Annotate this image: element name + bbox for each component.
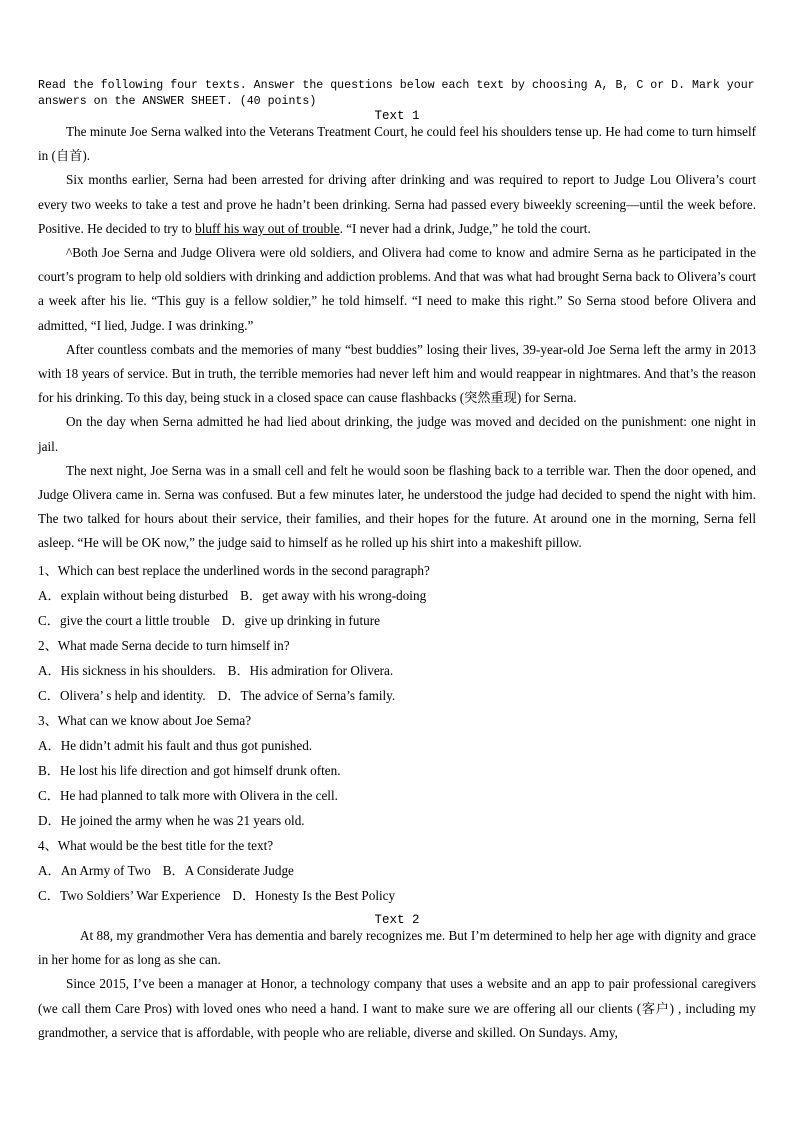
text1-paragraph: ^Both Joe Serna and Judge Olivera were old soldiers, and Olivera had come to know and admire Serna as he participated in the court’s program to help old soldiers with drinking and addiction problems. And that was what had brought Serna back to Olivera’s court a week after his lie. “This guy is a fellow soldier,” he told himself. “I need to make this right.” So Serna stood before Olivera and admitted, “I lied, Judge. I was drinking.”	[38, 245, 756, 333]
option-d[interactable]: D．The advice of Serna’s family.	[217, 688, 396, 703]
text1-title: Text 1	[374, 109, 420, 123]
question-stem: 1、Which can best replace the underlined words in the second paragraph?	[38, 563, 430, 578]
text2-body	[38, 924, 756, 1045]
option-a[interactable]: A．An Army of Two	[38, 863, 151, 878]
option-row	[38, 608, 758, 633]
question-stem: 3、What can we know about Joe Sema?	[38, 713, 252, 728]
text1-questions	[38, 558, 758, 908]
option-c[interactable]: C．Olivera’ s help and identity.	[38, 688, 206, 703]
option-d[interactable]: D．Honesty Is the Best Policy	[232, 888, 396, 903]
text1-paragraph	[38, 168, 756, 241]
text1-body	[38, 120, 756, 556]
option-a[interactable]: A．He didn’t admit his fault and thus got punished.	[38, 738, 313, 753]
text1-paragraph: The minute Joe Serna walked into the Veterans Treatment Court, he could feel his shoulders tense up. He had come to turn himself in (自首).	[38, 124, 756, 164]
text2-paragraph: Since 2015, I’ve been a manager at Honor, a technology company that uses a website and an app to pair professional caregivers (we call them Care Pros) with loved ones who need a hand. I want to make sure we are offering all our clients (客户) , including my grandmother, a service that is affordable, with people who are reliable, diverse and skilled. On Sundays. Amy,	[38, 976, 756, 1040]
option-c[interactable]: C．He had planned to talk more with Olivera in the cell.	[38, 788, 338, 803]
option-row	[38, 658, 758, 683]
option-d[interactable]: D．He joined the army when he was 21 years old.	[38, 813, 305, 828]
option-row	[38, 583, 758, 608]
option-row	[38, 683, 758, 708]
option-row	[38, 883, 758, 908]
text2-paragraph: At 88, my grandmother Vera has dementia and barely recognizes me. But I’m determined to help her age with dignity and grace in her home for as long as she can.	[38, 928, 756, 968]
option-b[interactable]: B．His admiration for Olivera.	[227, 663, 394, 678]
option-a[interactable]: A．His sickness in his shoulders.	[38, 663, 216, 678]
option-c[interactable]: C．give the court a little trouble	[38, 613, 210, 628]
text1-paragraph: The next night, Joe Serna was in a small cell and felt he would soon be flashing back to a terrible war. Then the door opened, and Judge Olivera came in. Serna was confused. But a few minutes later, he understood the judge had decided to spend the night with him. The two talked for hours about their service, their families, and their hopes for the future. At around one in the morning, Serna fell asleep. “He will be OK now,” the judge said to himself as he rolled up his shirt into a makeshift pillow.	[38, 462, 756, 551]
question-stem: 2、What made Serna decide to turn himself in?	[38, 638, 290, 653]
text1-paragraph: On the day when Serna admitted he had lied about drinking, the judge was moved and decided on the punishment: one night in jail.	[38, 414, 756, 454]
option-b[interactable]: B．A Considerate Judge	[162, 863, 294, 878]
option-d[interactable]: D．give up drinking in future	[221, 613, 380, 628]
text1-paragraph: After countless combats and the memories of many “best buddies” losing their lives, 39-year-old Joe Serna left the army in 2013 with 18 years of service. But in truth, the terrible memories had never left him and would reappear in nightmares. And that’s the reason for his drinking. To this day, being stuck in a closed space can cause flashbacks (突然重现) for Serna.	[38, 341, 756, 406]
option-c[interactable]: C．Two Soldiers’ War Experience	[38, 888, 221, 903]
option-row	[38, 858, 758, 883]
instructions: Read the following four texts. Answer the questions below each text by choosing A, B, C or D. Mark your answers on the ANSWER SHEET. (40 points)	[38, 79, 762, 108]
question-stem: 4、What would be the best title for the text?	[38, 838, 274, 853]
text1-p2-lead: Six months earlier, Serna had been arrested for driving after drinking and was required to report to Judge Lou Olivera’s court every two weeks to take a test and prove he hadn’t been drinking. Serna had passed every biweekly screening—until the week before. Positive. He decided to try to	[38, 172, 756, 236]
text1-p2-tail: . “I never had a drink, Judge,” he told the court.	[339, 220, 591, 236]
option-a[interactable]: A．explain without being disturbed	[38, 588, 229, 603]
option-b[interactable]: B．get away with his wrong-doing	[240, 588, 427, 603]
option-b[interactable]: B．He lost his life direction and got himself drunk often.	[38, 763, 341, 778]
text2-title: Text 2	[374, 913, 420, 927]
underlined-phrase: bluff his way out of trouble	[195, 220, 340, 236]
